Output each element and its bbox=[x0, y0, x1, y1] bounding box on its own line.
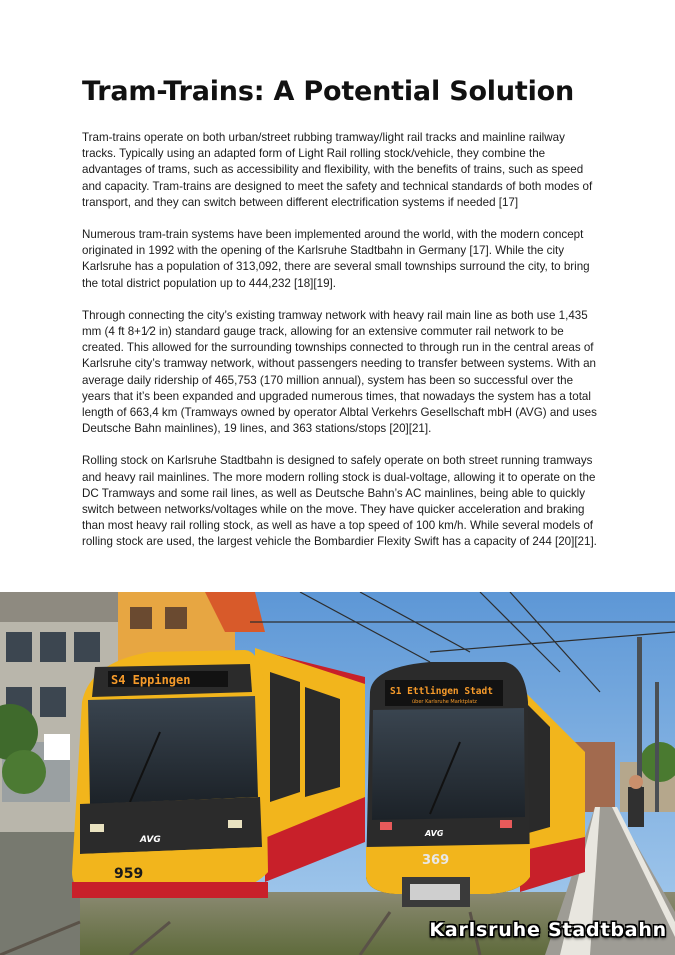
tram-right-logo: AVG bbox=[425, 829, 444, 838]
tram-right-destination-sub: über Karlsruhe Marktplatz bbox=[412, 699, 477, 705]
paragraph-rolling-stock: Rolling stock on Karlsruhe Stadtbahn is designed to safely operate on both street running tramways and heavy rail mainlines. The more modern rolling stock is dual-voltage, allowing it to operate on the DC Tramways and some rail lines, as well as Deutsche Bahn’s AC mainlines, being able to quickly switch between networks/voltages while on the move. They have quicker acceleration and braking than most heavy rail rolling stock, as well as have a top speed of 100 km/h. While several models of rolling stock are used, the largest vehicle the Bombardier Flexity Swift has a capacity of 244 [20][21]. bbox=[82, 454, 597, 549]
left-wall bbox=[0, 832, 80, 955]
tram-left-logo: AVG bbox=[140, 835, 161, 845]
paragraph-network: Through connecting the city’s existing tramway network with heavy rail main line as both use 1,435 mm (4 ft 8+1⁄2 in) standard gauge track, allowing for an extensive commuter rail network to be created. This allowed for the surrounding townships connected to through run in the central areas of Karlsruhe city’s tramway network, without passengers needing to transfer between systems. With an average daily ridership of 465,753 (170 million annual), system has been so successful over the years that it’s been expanded and upgraded numerous times, that nowadays the system has a total length of 663,4 km (Tramways owned by operator Albtal Verkehrs Gesellschaft mbH (AVG) and uses Deutsche Bahn mainlines), 19 lines, and 363 stations/stops [20][21]. bbox=[82, 308, 597, 436]
tram-left-destination: S4 Eppingen bbox=[111, 673, 191, 687]
page-title: Tram-Trains: A Potential Solution bbox=[82, 76, 575, 107]
tram-photo bbox=[0, 592, 675, 955]
photo-caption: Karlsruhe Stadtbahn bbox=[429, 919, 667, 941]
body-text bbox=[82, 130, 602, 567]
tram-right-number: 369 bbox=[422, 853, 450, 868]
tram-left-number: 959 bbox=[114, 866, 144, 882]
paragraph-history: Numerous tram-train systems have been implemented around the world, with the modern concept originated in 1992 with the opening of the Karlsruhe Stadtbahn in Germany [17]. While the city Karlsruhe has a population of 313,092, there are several small townships surround the city, to bring the total district population up to 444,232 [18][19]. bbox=[82, 228, 590, 290]
paragraph-intro: Tram-trains operate on both urban/street rubbing tramway/light rail tracks and mainline railway tracks. Typically using an adapted form of Light Rail rolling stock/vehicle, they combine the advantages of trams, such as accessibility and flexibility, with the benefits of trains, such as speed and capacity. Tram-trains are designed to meet the safety and technical standards of both modes of transport, and they can switch between different electrification systems if needed [17] bbox=[82, 131, 593, 209]
tram-illustration bbox=[0, 592, 675, 955]
tram-right-destination: S1 Ettlingen Stadt bbox=[390, 686, 493, 697]
